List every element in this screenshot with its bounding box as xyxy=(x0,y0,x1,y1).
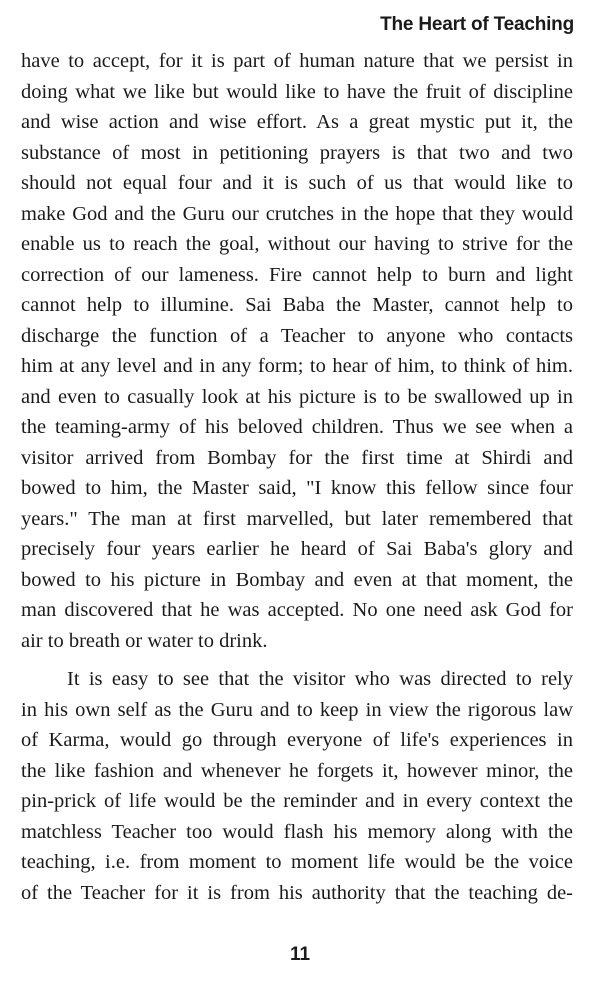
text-line: doing what we like but would like to have the fruit of discipline xyxy=(21,80,573,103)
text-line: of the Teacher for it is from his authority that the teaching de- xyxy=(21,881,573,904)
running-head: The Heart of Teaching xyxy=(380,14,574,35)
text-line: air to breath or water to drink. xyxy=(21,629,268,652)
text-line: visitor arrived from Bombay for the first time at Shirdi and xyxy=(21,446,573,469)
text-line: should not equal four and it is such of us that would like to xyxy=(21,172,573,194)
text-line: him at any level and in any form; to hear of him, to think of him. xyxy=(21,355,573,377)
text-line: in his own self as the Guru and to keep in view the rigorous law xyxy=(21,698,573,721)
text-line: have to accept, for it is part of human nature that we persist in xyxy=(21,50,573,72)
text-line: bowed to him, the Master said, "I know this fellow since four xyxy=(21,477,573,499)
text-line: and even to casually look at his picture is to be swallowed up in xyxy=(21,385,573,408)
paragraph-2 xyxy=(21,664,573,908)
text-line: It is easy to see that the visitor who was directed to rely xyxy=(67,668,573,690)
text-line: the like fashion and whenever he forgets it, however minor, the xyxy=(21,759,573,782)
text-line: precisely four years earlier he heard of Sai Baba's glory and xyxy=(21,538,573,560)
text-line: years." The man at first marvelled, but later remembered that xyxy=(21,507,573,530)
text-line: the teaming-army of his beloved children. Thus we see when a xyxy=(21,416,573,438)
text-line: cannot help to illumine. Sai Baba the Master, cannot help to xyxy=(21,294,573,316)
text-line: correction of our lameness. Fire cannot help to burn and light xyxy=(21,263,573,286)
paragraph-1 xyxy=(21,46,573,656)
text-line: pin-prick of life would be the reminder and in every context the xyxy=(21,790,573,812)
text-line: enable us to reach the goal, without our having to strive for the xyxy=(21,233,573,255)
text-line: teaching, i.e. from moment to moment life would be the voice xyxy=(21,851,573,873)
text-line: bowed to his picture in Bombay and even at that moment, the xyxy=(21,568,573,591)
text-line: man discovered that he was accepted. No one need ask God for xyxy=(21,599,573,621)
text-line: and wise action and wise effort. As a great mystic put it, the xyxy=(21,111,573,133)
text-line: discharge the function of a Teacher to anyone who contacts xyxy=(21,324,573,347)
body-text xyxy=(21,46,573,908)
text-line: matchless Teacher too would flash his memory along with the xyxy=(21,820,573,843)
text-line: make God and the Guru our crutches in the hope that they would xyxy=(21,202,573,225)
text-line: of Karma, would go through everyone of life's experiences in xyxy=(21,729,573,751)
page-number: 11 xyxy=(289,944,311,965)
text-line: substance of most in petitioning prayers is that two and two xyxy=(21,141,573,164)
